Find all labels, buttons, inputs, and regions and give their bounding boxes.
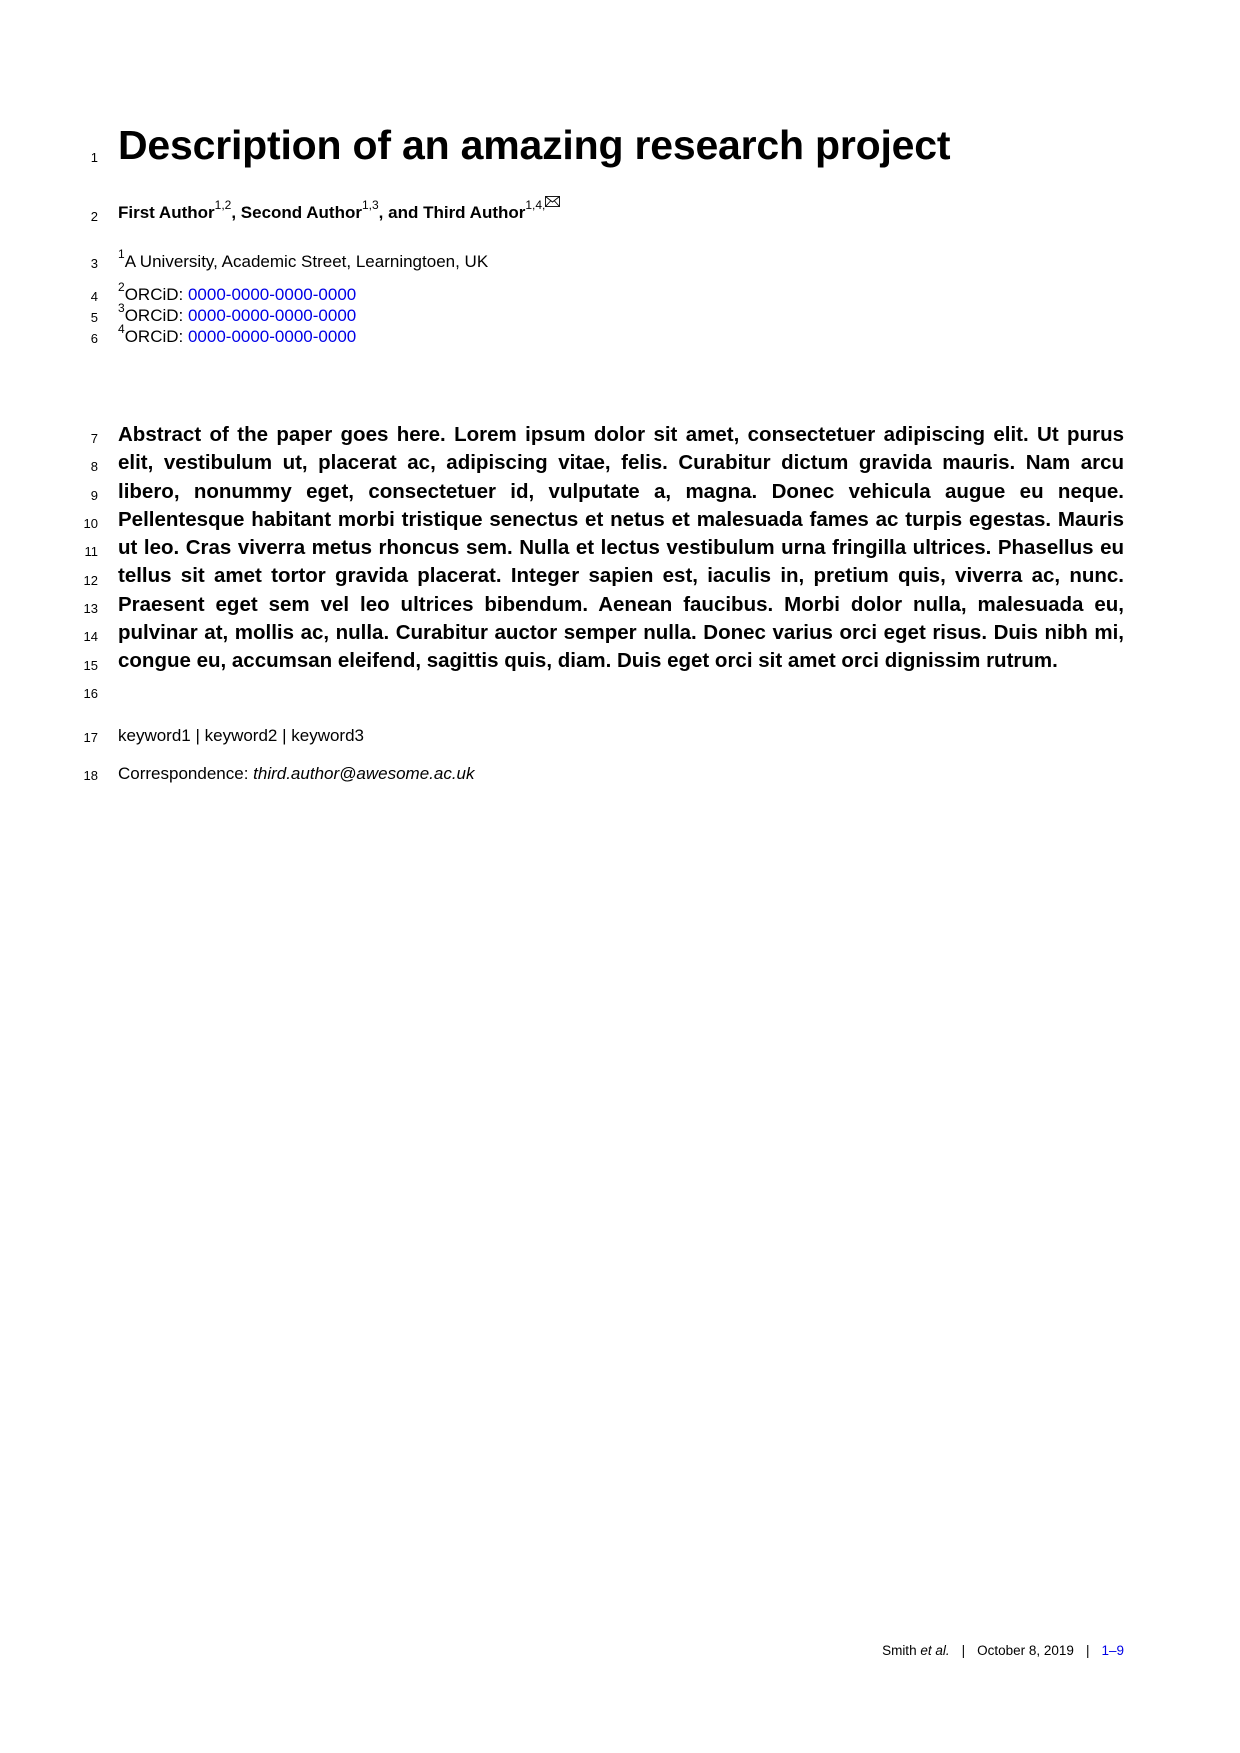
author-separator: , and [378,203,424,222]
orcid-link[interactable]: 0000-0000-0000-0000 [187,327,357,346]
keywords: keyword1 | keyword2 | keyword3 [118,726,364,745]
line-number: 4 [90,289,98,304]
footer-etal: et al. [920,1643,950,1658]
paper-title: Description of an amazing research project [118,122,951,168]
footer-separator: | [1085,1643,1090,1658]
line-number: 17 [83,730,98,745]
footer-date: October 8, 2019 [977,1643,1074,1658]
author-name: First Author [118,203,215,222]
line-number: 13 [83,601,98,616]
line-number: 1 [90,150,98,165]
correspondence [118,764,475,784]
author-affiliation-marker: 1,4, [525,198,560,212]
line-number: 6 [90,331,98,346]
orcid-line [118,322,357,347]
correspondence-label: Correspondence: [118,764,254,783]
author-name: Third Author [423,203,526,222]
footer-separator: | [961,1643,966,1658]
line-number: 12 [83,573,98,588]
footer-page-range[interactable]: 1–9 [1101,1643,1124,1658]
page-footer [882,1643,1124,1658]
orcid-line [118,301,357,326]
affiliation-marker: 4 [118,322,125,336]
line-number: 10 [83,516,98,531]
line-number: 7 [90,431,98,446]
line-number: 8 [90,459,98,474]
affiliation-marker: 3 [118,301,125,315]
line-number: 5 [90,310,98,325]
affiliation [118,247,489,272]
line-number: 3 [90,256,98,271]
line-number: 16 [83,686,98,701]
footer-author: Smith [882,1643,921,1658]
orcid-label: ORCiD: [124,285,188,304]
orcid-label: ORCiD: [124,327,188,346]
author-name: Second Author [240,203,362,222]
line-number: 18 [83,768,98,783]
orcid-link[interactable]: 0000-0000-0000-0000 [187,285,357,304]
orcid-line [118,280,357,305]
author-separator: , [231,203,241,222]
orcid-label: ORCiD: [124,306,188,325]
affiliation-text: A University, Academic Street, Learningtoen, UK [124,252,489,271]
abstract: Abstract of the paper goes here. Lorem ipsum dolor sit amet, consectetuer adipiscing elit. Ut purus elit, vestibulum ut, placerat ac, adipiscing vitae, felis. Curabitur dictum gravida mauris. Nam arcu libero, nonummy eget, consectetuer id, vulputate a, magna. Donec vehicula augue eu neque. Pellentesque habitant morbi tristique senectus et netus et malesuada fames ac turpis egestas. Mauris ut leo. Cras viverra metus rhoncus sem. Nulla et lectus vestibulum urna fringilla ultrices. Phasellus eu tellus sit amet tortor gravida placerat. Integer sapien est, iaculis in, pretium quis, viverra ac, nunc. Praesent eget sem vel leo ultrices bibendum. Aenean faucibus. Morbi dolor nulla, malesuada eu, pulvinar at, mollis ac, nulla. Curabitur auctor semper nulla. Donec varius orci eget risus. Duis nibh mi, congue eu, accumsan eleifend, sagittis quis, diam. Duis eget orci sit amet orci dignissim rutrum. [118,423,1124,673]
line-number: 2 [90,209,98,224]
author-list [118,198,560,223]
line-number: 11 [84,544,98,559]
affiliation-marker: 1 [118,247,125,261]
author-affiliation-marker: 1,3 [361,198,379,212]
envelope-icon [545,196,560,210]
affiliation-marker: 2 [118,280,125,294]
orcid-link[interactable]: 0000-0000-0000-0000 [187,306,357,325]
line-number: 9 [90,488,98,503]
line-number: 15 [83,658,98,673]
line-number: 14 [83,629,98,644]
author-affiliation-marker: 1,2 [214,198,232,212]
correspondence-email[interactable]: third.author@awesome.ac.uk [253,764,475,783]
